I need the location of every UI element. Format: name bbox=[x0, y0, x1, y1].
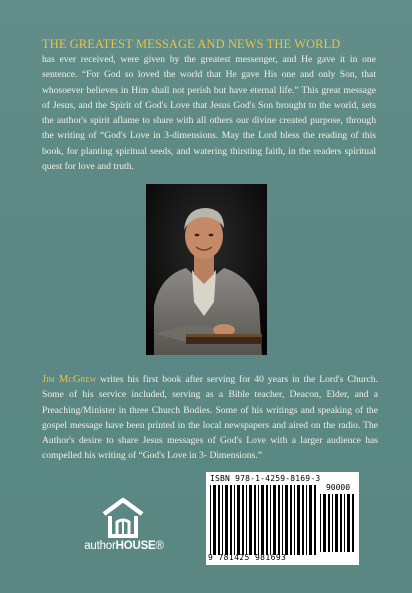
author-name: Jim McGrew bbox=[42, 374, 97, 385]
addon-barcode-bars bbox=[320, 494, 356, 552]
author-photo bbox=[146, 184, 267, 355]
publisher-name bbox=[78, 540, 170, 552]
price-addon-number: 90000 bbox=[325, 483, 351, 492]
publisher-logo bbox=[78, 494, 170, 560]
publisher-name-part1: author bbox=[84, 540, 116, 552]
cover-blurb bbox=[42, 36, 376, 174]
isbn-label: ISBN 978-1-4259-8169-3 bbox=[210, 474, 321, 483]
authorhouse-house-logo-icon bbox=[100, 494, 146, 538]
author-bio bbox=[42, 372, 378, 464]
barcode bbox=[206, 472, 359, 565]
bio-text: writes his first book after serving for 40 years in the Lord's Church. Some of his service included, serving as a Bible teacher, Deacon, Elder, and a Preaching/Minister in three Church Bodies. Some of his writings and speaking of the gospel message have been printed in the local newspapers and aired on the radio. The Author's desire to share Jesus messages of God's Love with a larger audience has compelled his writing of “God's Love in 3- Dimensions.” bbox=[42, 374, 378, 462]
publisher-registered-mark: ® bbox=[155, 540, 164, 552]
author-portrait-icon bbox=[146, 184, 267, 355]
ean-barcode-bars bbox=[210, 485, 316, 555]
blurb-headline: THE GREATEST MESSAGE AND NEWS THE WORLD bbox=[42, 37, 341, 51]
publisher-name-part2: HOUSE bbox=[115, 540, 156, 552]
ean-number: 9 781425 981693 bbox=[208, 553, 287, 562]
blurb-body: has ever received, were given by the greatest messenger, and He gave it in one sentence. “For God so loved the world that He gave His one and only Son, that whosoever believes in Him shall not perish but have eternal life.” This great message of Jesus, and the Spirit of God's Love that Jesus God's Son brought to the world, sets the author's spirit aflame to share with all others our divine created purpose, through the writing of “God's Love in 3-dimensions. May the Lord bless the reading of this book, for planting spiritual seeds, and watering thirsting faith, in the readers spiritual quest for love and truth. bbox=[42, 54, 376, 173]
